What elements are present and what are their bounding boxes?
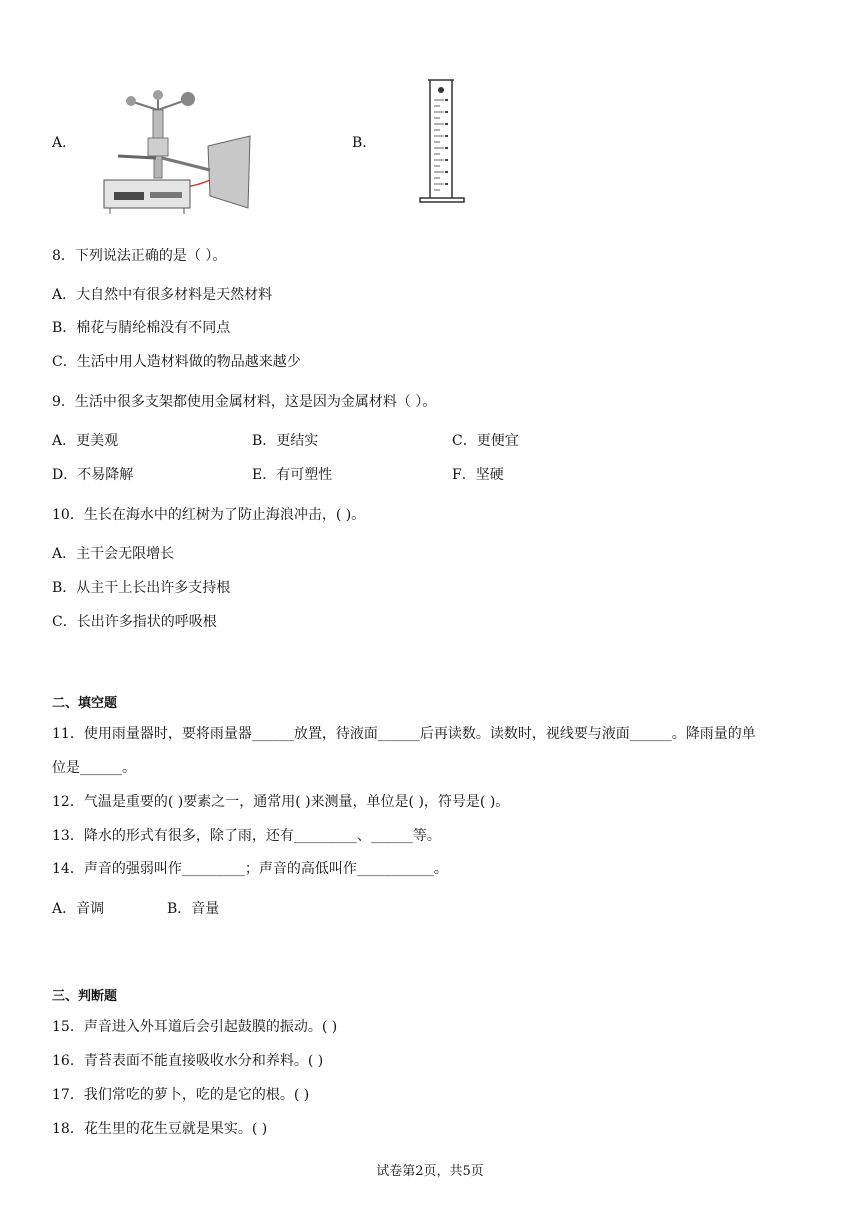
page-footer: 试卷第2页，共5页	[376, 1164, 484, 1179]
question-9-option-f: F．坚硬	[452, 467, 504, 483]
question-12: 12．气温是重要的( )要素之一，通常用( )来测量，单位是( )，符号是( )。	[52, 794, 510, 810]
question-17: 17．我们常吃的萝卜，吃的是它的根。( )	[52, 1087, 310, 1103]
question-15: 15．声音进入外耳道后会引起鼓膜的振动。( )	[52, 1019, 338, 1035]
question-13: 13．降水的形式有很多，除了雨，还有_________、______等。	[52, 828, 441, 844]
question-9-option-d: D．不易降解	[52, 467, 134, 483]
question-14-option-b: B．音量	[167, 901, 220, 917]
question-10-stem: 10．生长在海水中的红树为了防止海浪冲击，( )。	[52, 507, 366, 523]
option-a-label: A．	[52, 135, 77, 151]
question-9-option-e: E．有可塑性	[252, 467, 333, 483]
question-18: 18．花生里的花生豆就是果实。( )	[52, 1121, 268, 1137]
question-9-stem: 9．生活中很多支架都使用金属材料，这是因为金属材料（ ）。	[52, 394, 437, 410]
section-2-title: 二、填空题	[52, 696, 118, 711]
question-10-option-a: A．主干会无限增长	[52, 546, 175, 562]
question-8-stem: 8．下列说法正确的是（ ）。	[52, 248, 227, 264]
anemometer-illustration	[98, 88, 258, 218]
question-8-option-a: A．大自然中有很多材料是天然材料	[52, 287, 273, 303]
measuring-cylinder-illustration	[418, 78, 466, 206]
question-16: 16．青苔表面不能直接吸收水分和养料。( )	[52, 1053, 324, 1069]
question-11-line-2: 位是______。	[52, 760, 136, 776]
option-b-label: B．	[352, 135, 377, 151]
question-9-option-b: B．更结实	[252, 433, 319, 449]
question-9-option-a: A．更美观	[52, 433, 119, 449]
question-8-option-c: C．生活中用人造材料做的物品越来越少	[52, 354, 301, 370]
question-10-option-c: C．长出许多指状的呼吸根	[52, 614, 217, 630]
question-14-option-a: A．音调	[52, 901, 105, 917]
question-14: 14．声音的强弱叫作_________；声音的高低叫作___________。	[52, 861, 448, 877]
question-9-option-c: C．更便宜	[452, 433, 519, 449]
question-10-option-b: B．从主干上长出许多支持根	[52, 580, 231, 596]
question-11-line-1: 11．使用雨量器时，要将雨量器______放置，待液面______后再读数。读数时，视线要与液面______。降雨量的单	[52, 726, 756, 742]
question-8-option-b: B．棉花与腈纶棉没有不同点	[52, 320, 231, 336]
section-3-title: 三、判断题	[52, 989, 118, 1004]
